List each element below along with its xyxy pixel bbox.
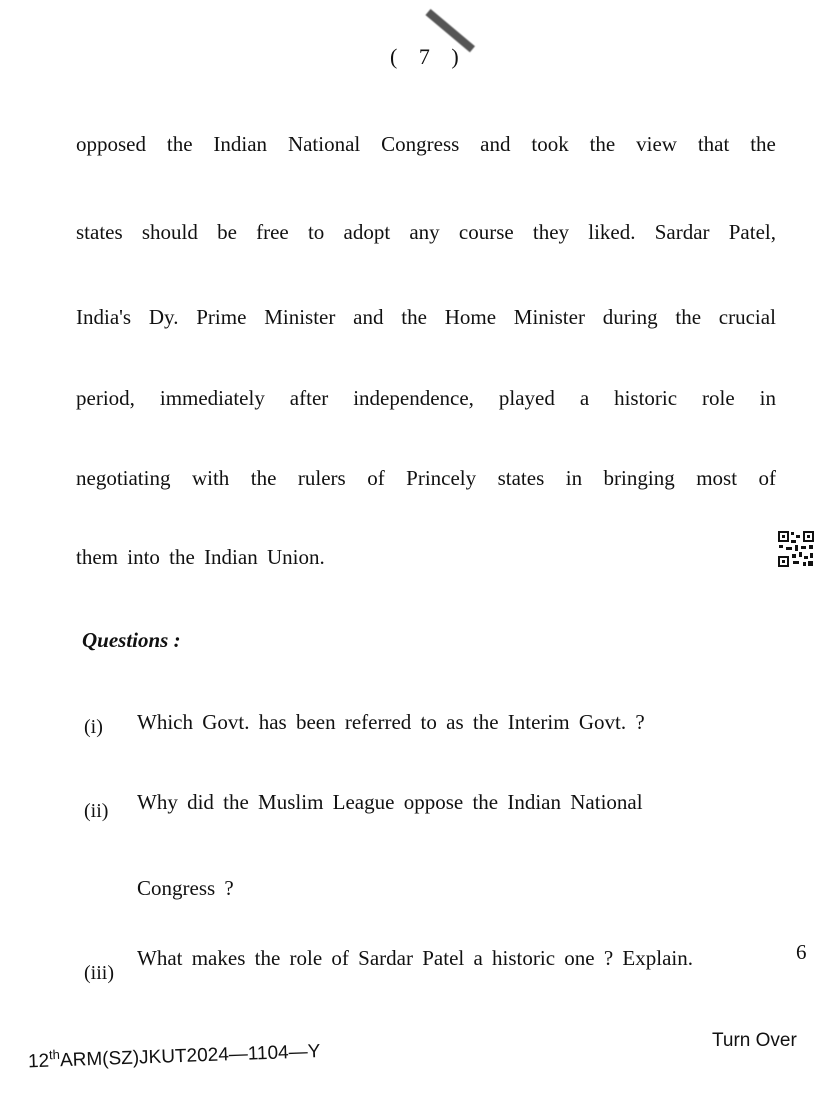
word: the (675, 305, 702, 329)
word: Sardar (654, 220, 710, 244)
word: adopt (343, 220, 391, 244)
marks-value: 6 (796, 940, 807, 964)
word: states (76, 220, 123, 244)
word: that (697, 132, 730, 156)
passage-line (76, 220, 776, 245)
word: most (696, 466, 738, 490)
word: and (353, 305, 384, 329)
word: the (166, 132, 193, 156)
word: free (256, 220, 289, 244)
word: any (409, 220, 440, 244)
word: immediately (159, 386, 265, 410)
word: Patel, (728, 220, 776, 244)
questions-heading: Questions : (82, 628, 181, 652)
word: historic (614, 386, 678, 410)
word: period, (76, 386, 135, 410)
word: Congress (381, 132, 460, 156)
passage-line (76, 305, 776, 330)
question-number: (ii) (84, 800, 109, 822)
word: the (589, 132, 616, 156)
word: in (565, 466, 583, 490)
passage-line: them into the Indian Union. (76, 545, 325, 569)
word: independence, (353, 386, 474, 410)
turn-over-label: Turn Over (712, 1030, 797, 1051)
passage-line (76, 466, 776, 491)
question-text-continued: Congress ? (137, 876, 234, 900)
word: a (579, 386, 590, 410)
word: of (367, 466, 385, 490)
word: rulers (297, 466, 346, 490)
word: bringing (603, 466, 675, 490)
question-text: Why did the Muslim League oppose the Indian National (137, 790, 643, 814)
word: negotiating (76, 466, 171, 490)
word: of (758, 466, 776, 490)
question-text: What makes the role of Sardar Patel a historic one ? Explain. (137, 946, 693, 970)
paper-code: 12thARM(SZ)JKUT2024—1104—Y (27, 1041, 321, 1073)
word: played (498, 386, 555, 410)
word: to (307, 220, 325, 244)
word: National (287, 132, 361, 156)
word: Home (444, 305, 497, 329)
word: during (602, 305, 658, 329)
word: Prime (196, 305, 247, 329)
question-text: Which Govt. has been referred to as the Interim Govt. ? (137, 710, 645, 734)
word: in (759, 386, 776, 410)
word: Minister (513, 305, 585, 329)
word: they (532, 220, 570, 244)
word: course (458, 220, 514, 244)
word: after (289, 386, 329, 410)
word: Minister (264, 305, 336, 329)
word: with (191, 466, 230, 490)
word: the (401, 305, 427, 329)
word: Dy. (148, 305, 179, 329)
passage-line (76, 386, 776, 411)
word: took (531, 132, 569, 156)
word: the (250, 466, 277, 490)
word: India's (76, 305, 132, 329)
passage-line (76, 132, 776, 157)
word: opposed (76, 132, 146, 156)
word: crucial (718, 305, 776, 329)
question-number: (i) (84, 716, 103, 738)
word: Indian (213, 132, 268, 156)
word: view (636, 132, 677, 156)
word: Princely (406, 466, 477, 490)
word: be (217, 220, 237, 244)
word: liked. (588, 220, 636, 244)
word: role (702, 386, 735, 410)
page-number: ( 7 ) (390, 44, 467, 69)
word: and (480, 132, 511, 156)
question-number: (iii) (84, 962, 114, 984)
word: should (141, 220, 198, 244)
qr-code-icon (777, 530, 815, 568)
word: the (750, 132, 776, 156)
word: states (497, 466, 545, 490)
